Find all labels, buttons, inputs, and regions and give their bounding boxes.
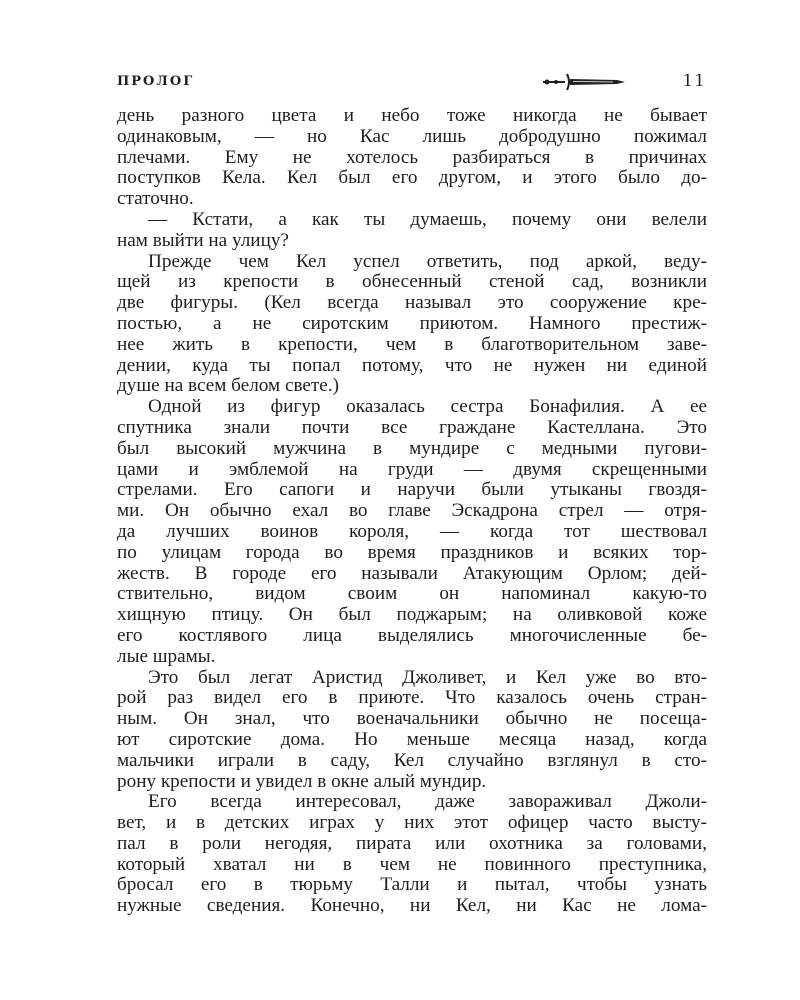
text-line: стрелами. Его сапоги и наручи были утыканы гвоздя- (117, 479, 707, 501)
text-line: щей из крепости в обнесенный стеной сад, возникли (117, 271, 707, 293)
text-line: душе на всем белом свете.) (117, 375, 340, 397)
text-line: цами и эмблемой на груди — двумя скрещенными (117, 458, 707, 480)
text-line: вет, и в детских играх у них этот офицер часто высту- (117, 812, 707, 834)
text-line: ным. Он знал, что военачальники обычно не посеща- (117, 708, 707, 730)
text-line: Его всегда интересовал, даже завораживал Джоли- (148, 791, 707, 813)
text-line: мальчики играли в саду, Кел случайно взглянул в сто- (117, 749, 707, 771)
text-line: бросал его в тюрьму Талли и пытал, чтобы узнать (117, 874, 707, 896)
text-line: Это был легат Аристид Джоливет, и Кел уже во вто- (148, 666, 707, 688)
running-title: ПРОЛОГ (117, 74, 195, 89)
text-line: спутника знали почти все граждане Кастеллана. Это (117, 416, 707, 438)
text-line: по улицам города во время праздников и всяких тор- (117, 541, 707, 563)
text-line: ют сиротские дома. Но меньше месяца назад, когда (117, 728, 707, 750)
text-line: пал в роли негодяя, пирата или охотника за головами, (117, 832, 707, 854)
text-line: — Кстати, а как ты думаешь, почему они велели (148, 208, 707, 230)
dagger-ornament-icon (543, 72, 625, 92)
text-line: да лучших воинов короля, — когда тот шествовал (117, 520, 707, 542)
text-line: рону крепости и увидел в окне алый мундир. (117, 770, 487, 792)
text-line: дении, куда ты попал потому, что не нужен ни единой (117, 354, 707, 376)
text-line: ствительно, видом своим он напоминал какую-то (117, 583, 707, 605)
text-line: нужные сведения. Конечно, ни Кел, ни Кас не лома- (117, 895, 707, 917)
page-header (117, 70, 707, 94)
text-line: Прежде чем Кел успел ответить, под аркой, веду- (148, 250, 707, 272)
text-line: плечами. Ему не хотелось разбираться в причинах (117, 146, 707, 168)
text-line: лые шрамы. (117, 645, 216, 667)
body-text (117, 106, 707, 917)
text-line: Одной из фигур оказалась сестра Бонафилия. А ее (148, 396, 707, 418)
text-line: одинаковым, — но Кас лишь добродушно пожимал (117, 125, 707, 147)
text-line: нее жить в крепости, чем в благотворительном заве- (117, 333, 707, 355)
text-line: рой раз видел его в приюте. Что казалось очень стран- (117, 687, 707, 709)
text-line: нам выйти на улицу? (117, 229, 289, 251)
text-line: жеств. В городе его называли Атакующим Орлом; дей- (117, 562, 707, 584)
text-line: поступков Кела. Кел был его другом, и этого было до- (117, 167, 707, 189)
text-line: его костлявого лица выделялись многочисленные бе- (117, 624, 707, 646)
text-line: хищную птицу. Он был поджарым; на оливковой коже (117, 604, 707, 626)
text-line: две фигуры. (Кел всегда называл это сооружение кре- (117, 292, 707, 314)
text-line: статочно. (117, 188, 194, 210)
text-line: был высокий мужчина в мундире с медными пугови- (117, 437, 707, 459)
page-number: 11 (682, 70, 707, 91)
text-line: постью, а не сиротским приютом. Намного престиж- (117, 312, 707, 334)
text-line: ми. Он обычно ехал во главе Эскадрона стрел — отря- (117, 500, 707, 522)
text-line: день разного цвета и небо тоже никогда не бывает (117, 105, 707, 126)
text-line: который хватал ни в чем не повинного преступника, (117, 853, 707, 875)
